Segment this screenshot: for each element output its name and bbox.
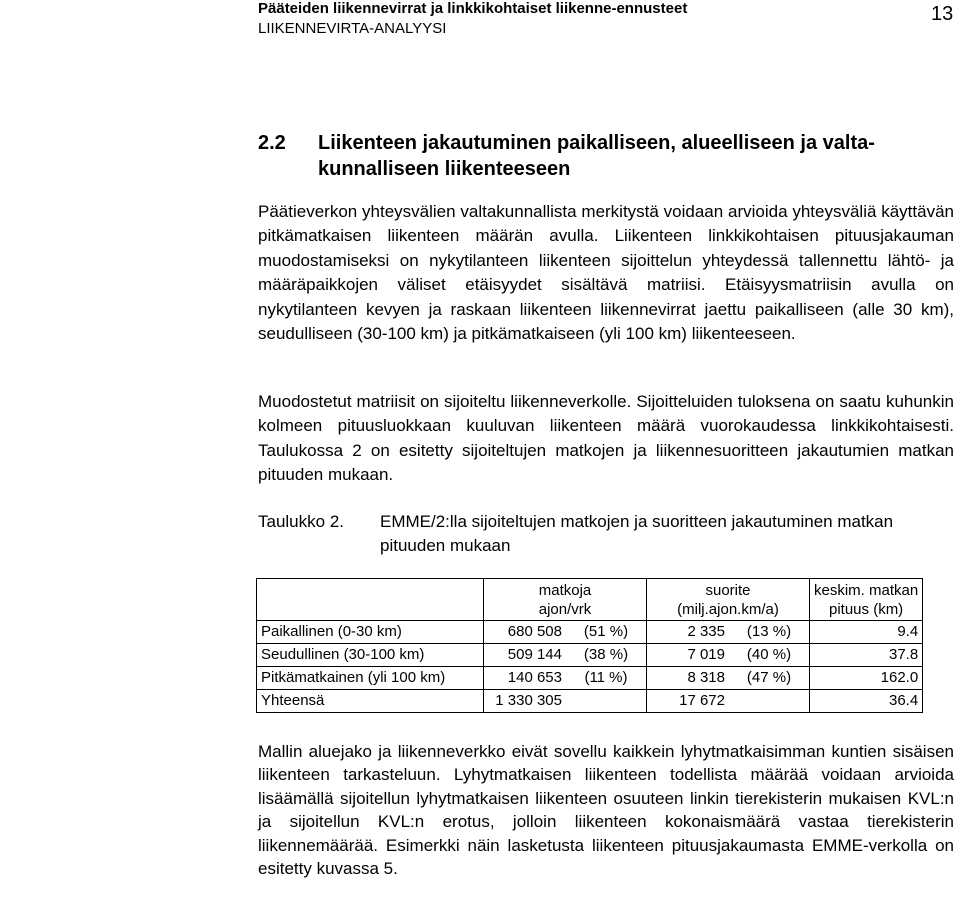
- performance-value: 2 335: [647, 621, 730, 644]
- paragraph: Muodostetut matriisit on sijoiteltu liikenneverkolle. Sijoitteluiden tuloksena on saatu kuhunkin kolmeen pituusluokkaan kuuluvan liikenteen määrä vuorokaudessa linkkikohtaisesti. Taulukossa 2 on esitetty sijoiteltujen matkojen ja liikennesuoritteen jakautumien matkan pituuden mukaan.: [258, 392, 954, 485]
- avg-length-value: 37.8: [810, 644, 923, 667]
- trips-value: 1 330 305: [484, 690, 567, 713]
- performance-share: (47 %): [729, 667, 810, 690]
- running-header-subtitle: LIIKENNEVIRTA-ANALYYSI: [258, 20, 447, 37]
- section-title: Liikenteen jakautuminen paikalliseen, alueelliseen ja valta-kunnalliseen liikenteeseen: [318, 132, 875, 180]
- performance-value: 7 019: [647, 644, 730, 667]
- performance-share: (40 %): [729, 644, 810, 667]
- section-number: 2.2: [258, 132, 286, 154]
- performance-value: 8 318: [647, 667, 730, 690]
- header-cell-empty: [257, 579, 484, 621]
- table-caption-label: Taulukko 2.: [258, 512, 344, 531]
- trips-share: (38 %): [566, 644, 647, 667]
- table-row-total: [257, 690, 923, 713]
- row-label: Yhteensä: [257, 690, 484, 713]
- table-row: [257, 667, 923, 690]
- header-cell-avg-length: keskim. matkan pituus (km): [810, 579, 923, 621]
- table-row: [257, 621, 923, 644]
- header-cell-performance: suorite (milj.ajon.km/a): [647, 579, 810, 621]
- performance-share: [729, 690, 810, 713]
- performance-share: (13 %): [729, 621, 810, 644]
- page-number: 13: [931, 3, 954, 25]
- table-row: [257, 644, 923, 667]
- trips-value: 140 653: [484, 667, 567, 690]
- header-cell-trips: matkoja ajon/vrk: [484, 579, 647, 621]
- trips-value: 680 508: [484, 621, 567, 644]
- avg-length-value: 36.4: [810, 690, 923, 713]
- performance-value: 17 672: [647, 690, 730, 713]
- trips-share: [566, 690, 647, 713]
- trips-value: 509 144: [484, 644, 567, 667]
- avg-length-value: 162.0: [810, 667, 923, 690]
- running-header-title: Pääteiden liikennevirrat ja linkkikohtaiset liikenne-ennusteet: [258, 0, 688, 17]
- distribution-table: [256, 578, 923, 713]
- row-label: Seudullinen (30-100 km): [257, 644, 484, 667]
- table-header-row: [257, 579, 923, 621]
- row-label: Paikallinen (0-30 km): [257, 621, 484, 644]
- table-caption-text: EMME/2:lla sijoiteltujen matkojen ja suoritteen jakautuminen matkan pituuden mukaan: [380, 512, 894, 555]
- trips-share: (11 %): [566, 667, 647, 690]
- trips-share: (51 %): [566, 621, 647, 644]
- avg-length-value: 9.4: [810, 621, 923, 644]
- row-label: Pitkämatkainen (yli 100 km): [257, 667, 484, 690]
- paragraph: Päätieverkon yhteysvälien valtakunnallista merkitystä voidaan arvioida yhteysväliä käyttävän pitkämatkaisen liikenteen määrän avulla. Liikenteen linkkikohtaisen pituusjakauman muodostamiseksi on nykytilanteen liikenteen sijoittelun yhteydessä tallennettu lähtö- ja määräpaikkojen väliset etäisyydet sisältävä matriisi. Etäisyysmatriisin avulla on nykytilanteen kevyen ja raskaan liikenteen liikennevirrat jaettu paikalliseen (alle 30 km), seudulliseen (30-100 km) ja pitkämatkaiseen (yli 100 km) liikenteeseen.: [258, 202, 954, 344]
- paragraph: Mallin aluejako ja liikenneverkko eivät sovellu kaikkein lyhytmatkaisimman kuntien sisäisen liikenteen tarkasteluun. Lyhytmatkaisen liikenteen todellista määrää voidaan arvioida lisäämällä sijoitellun lyhytmatkaisen liikenteen osuuteen linkin tierekisterin mukaisen KVL:n ja sijoitellun KVL:n erotus, jolloin liikenteen kokonaismäärä vastaa tierekisterin liikennemäärää. Esimerkki näin lasketusta liikenteen pituusjakaumasta EMME-verkolla on esitetty kuvassa 5.: [258, 742, 954, 879]
